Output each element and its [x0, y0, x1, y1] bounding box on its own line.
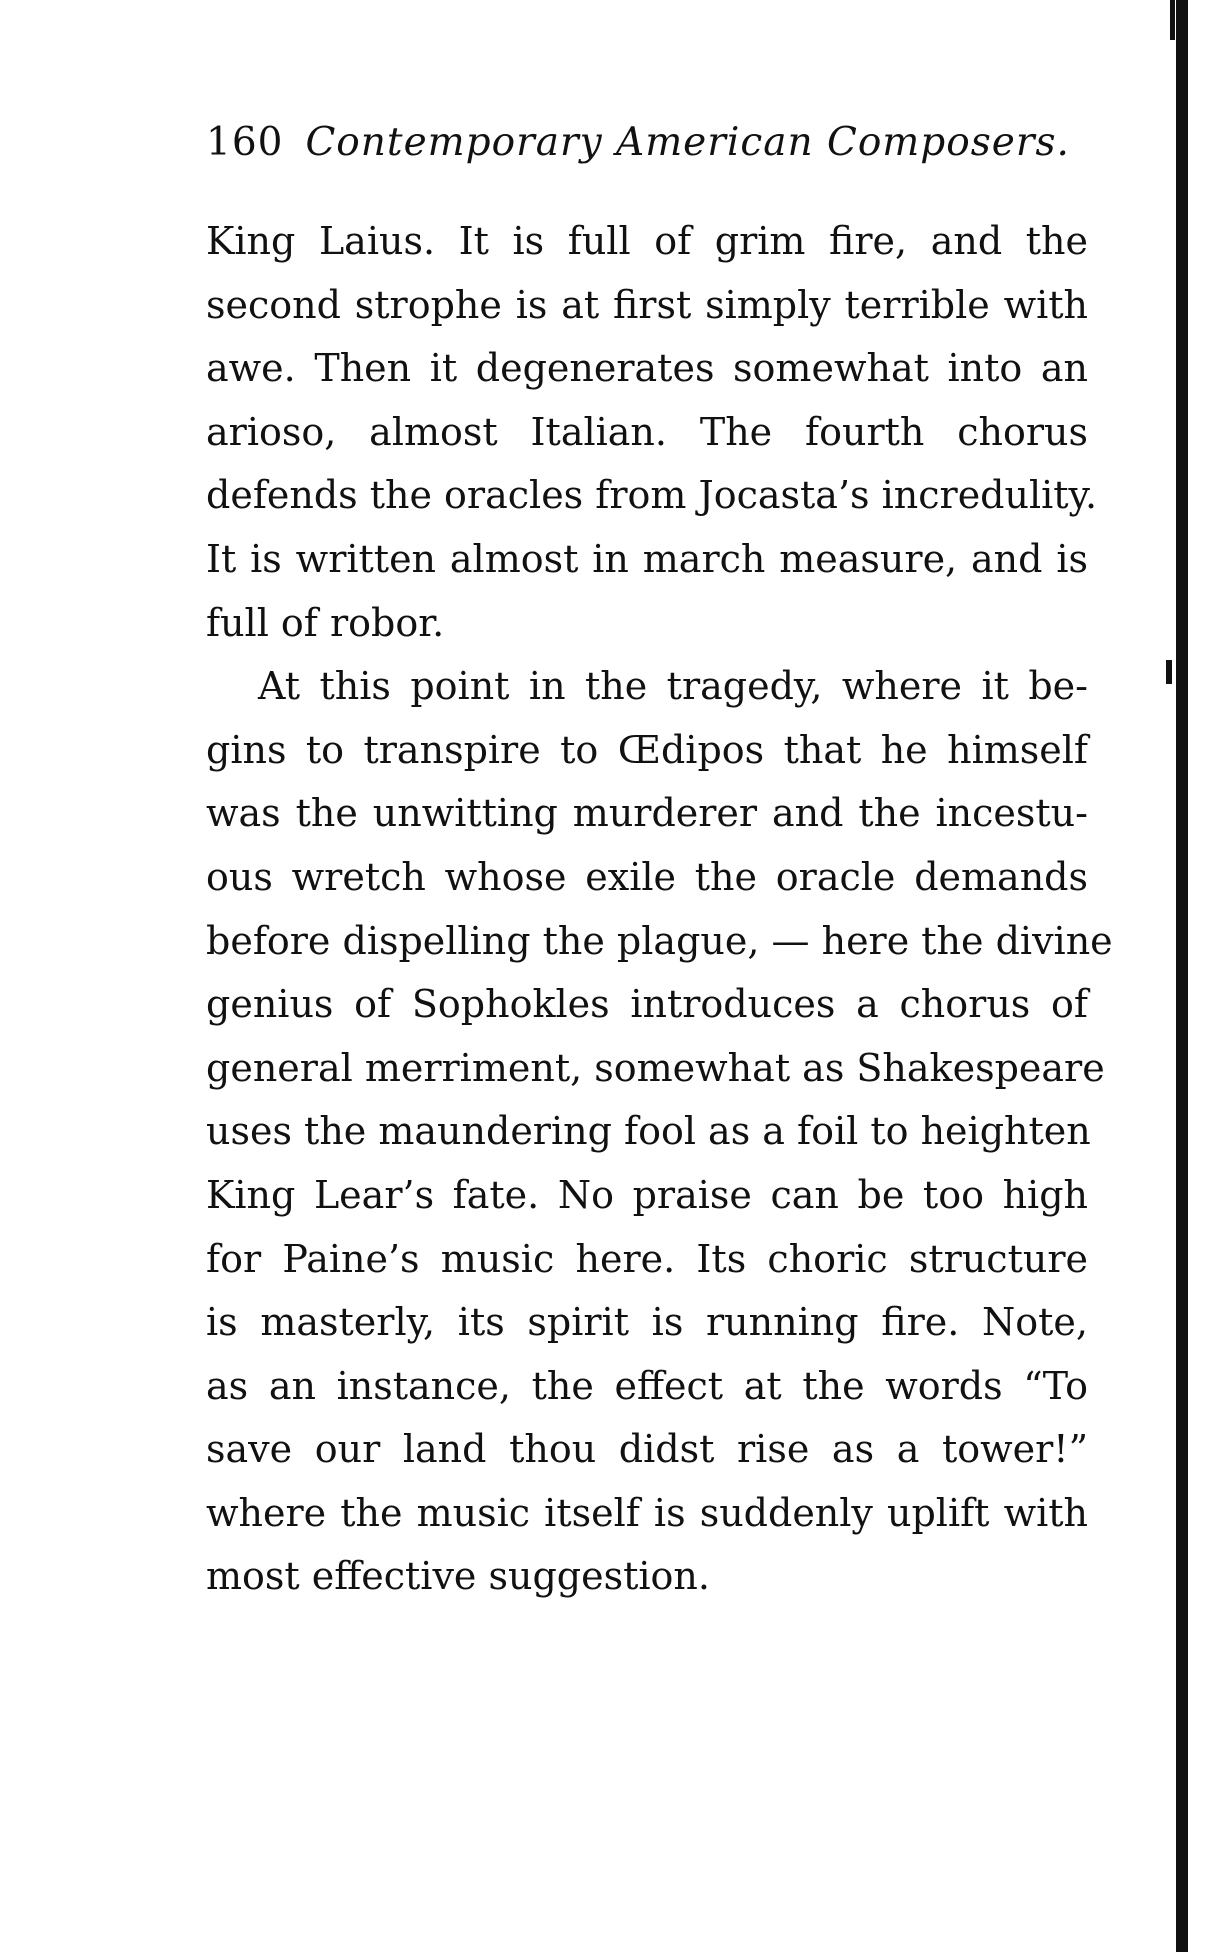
text-line: where the music itself is suddenly uplift with — [206, 1490, 1088, 1535]
text-line: genius of Sophokles introduces a chorus of — [206, 982, 1088, 1027]
text-line: It is written almost in march measure, and is — [206, 536, 1088, 581]
text-line: arioso, almost Italian. The fourth chorus — [206, 409, 1088, 454]
text-line: At this point in the tragedy, where it be- — [258, 664, 1088, 709]
text-line: is masterly, its spirit is running fire. Note, — [206, 1300, 1088, 1345]
text-line: second strophe is at first simply terrible with — [206, 282, 1088, 327]
text-line: defends the oracles from Jocasta’s incredulity. — [206, 473, 1098, 518]
page-number: 160 — [206, 120, 284, 165]
text-line: King Laius. It is full of grim fire, and the — [206, 219, 1088, 263]
scan-edge-notch — [1166, 660, 1172, 684]
body-text — [206, 210, 1113, 1609]
text-line: ous wretch whose exile the oracle demands — [206, 854, 1088, 899]
scan-page-edge — [1176, 0, 1188, 1952]
paragraph — [206, 655, 1113, 1609]
text-line: as an instance, the effect at the words “To — [206, 1363, 1088, 1408]
text-line: gins to transpire to Œdipos that he himself — [206, 727, 1088, 772]
text-line: full of robor. — [206, 600, 445, 645]
paragraph — [206, 210, 1098, 655]
text-line: uses the maundering fool as a foil to heighten — [206, 1109, 1091, 1154]
text-line: save our land thou didst rise as a tower!” — [206, 1427, 1088, 1472]
text-line: before dispelling the plague, — here the divine — [206, 918, 1113, 963]
running-title: Contemporary American Composers. — [305, 120, 1070, 165]
text-line: awe. Then it degenerates somewhat into an — [206, 346, 1088, 391]
text-line: for Paine’s music here. Its choric structure — [206, 1236, 1088, 1281]
text-line: general merriment, somewhat as Shakespeare — [206, 1045, 1105, 1090]
text-line: was the unwitting murderer and the incestu- — [206, 791, 1088, 836]
text-line: most effective suggestion. — [206, 1554, 710, 1599]
running-header — [206, 118, 1086, 168]
text-line: King Lear’s fate. No praise can be too high — [206, 1172, 1088, 1217]
scan-edge-top — [1170, 0, 1175, 40]
